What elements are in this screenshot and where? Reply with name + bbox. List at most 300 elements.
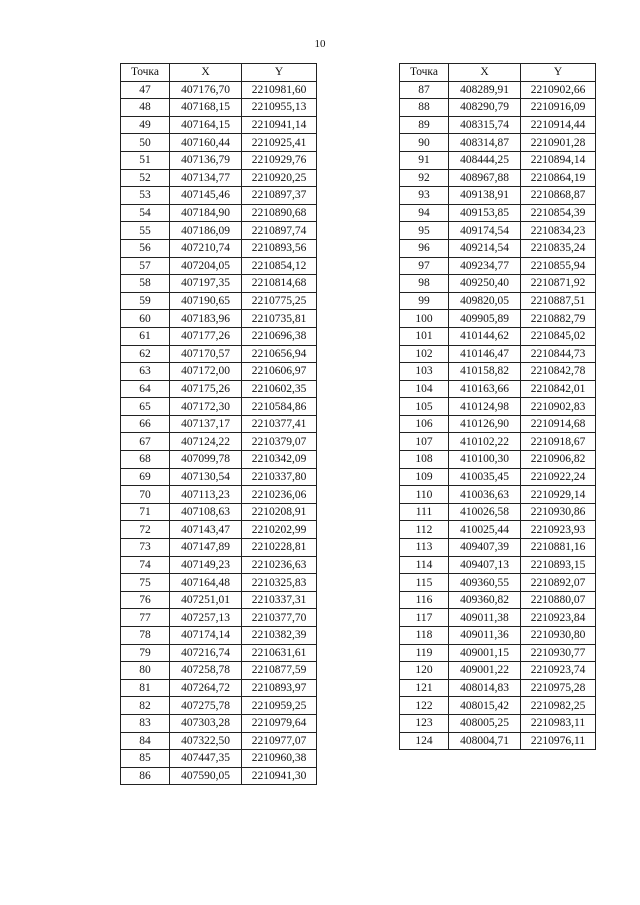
cell-point: 47 xyxy=(121,81,170,99)
cell-point: 104 xyxy=(400,380,449,398)
cell-x: 407258,78 xyxy=(170,662,242,680)
cell-y: 2210923,93 xyxy=(521,521,596,539)
table-row xyxy=(400,239,596,257)
cell-point: 117 xyxy=(400,609,449,627)
cell-y: 2210842,01 xyxy=(521,380,596,398)
cell-x: 410035,45 xyxy=(449,468,521,486)
table-row xyxy=(400,380,596,398)
cell-x: 407172,00 xyxy=(170,363,242,381)
table-row xyxy=(400,398,596,416)
table-row xyxy=(400,697,596,715)
cell-y: 2210916,09 xyxy=(521,99,596,117)
cell-y: 2210602,35 xyxy=(242,380,317,398)
cell-x: 409153,85 xyxy=(449,204,521,222)
table-row xyxy=(400,732,596,750)
cell-point: 56 xyxy=(121,239,170,257)
table-row xyxy=(400,503,596,521)
cell-x: 407216,74 xyxy=(170,644,242,662)
cell-y: 2210892,07 xyxy=(521,574,596,592)
table-row xyxy=(121,433,317,451)
cell-y: 2210342,09 xyxy=(242,451,317,469)
cell-y: 2210890,68 xyxy=(242,204,317,222)
table-row xyxy=(121,327,317,345)
cell-y: 2210845,02 xyxy=(521,327,596,345)
cell-y: 2210981,60 xyxy=(242,81,317,99)
cell-point: 99 xyxy=(400,292,449,310)
cell-point: 57 xyxy=(121,257,170,275)
cell-point: 64 xyxy=(121,380,170,398)
cell-x: 407130,54 xyxy=(170,468,242,486)
cell-y: 2210855,94 xyxy=(521,257,596,275)
table-row xyxy=(400,574,596,592)
cell-y: 2210983,11 xyxy=(521,714,596,732)
cell-point: 90 xyxy=(400,134,449,152)
cell-x: 409407,13 xyxy=(449,556,521,574)
cell-x: 407099,78 xyxy=(170,451,242,469)
cell-y: 2210236,63 xyxy=(242,556,317,574)
cell-point: 61 xyxy=(121,327,170,345)
cell-x: 407136,79 xyxy=(170,151,242,169)
cell-x: 407204,05 xyxy=(170,257,242,275)
table-row xyxy=(400,433,596,451)
cell-y: 2210925,41 xyxy=(242,134,317,152)
cell-point: 50 xyxy=(121,134,170,152)
cell-x: 407264,72 xyxy=(170,679,242,697)
cell-y: 2210854,12 xyxy=(242,257,317,275)
cell-y: 2210606,97 xyxy=(242,363,317,381)
table-row xyxy=(400,310,596,328)
cell-y: 2210631,61 xyxy=(242,644,317,662)
cell-y: 2210893,56 xyxy=(242,239,317,257)
cell-y: 2210929,76 xyxy=(242,151,317,169)
cell-x: 407145,46 xyxy=(170,187,242,205)
cell-x: 409214,54 xyxy=(449,239,521,257)
cell-x: 409001,22 xyxy=(449,662,521,680)
table-row xyxy=(121,415,317,433)
table-row xyxy=(400,627,596,645)
cell-x: 407172,30 xyxy=(170,398,242,416)
cell-x: 408015,42 xyxy=(449,697,521,715)
cell-point: 77 xyxy=(121,609,170,627)
cell-x: 407160,44 xyxy=(170,134,242,152)
table-row xyxy=(121,556,317,574)
header-y: Y xyxy=(242,64,317,82)
cell-x: 407257,13 xyxy=(170,609,242,627)
table-row xyxy=(121,257,317,275)
cell-x: 407137,17 xyxy=(170,415,242,433)
cell-x: 410026,58 xyxy=(449,503,521,521)
cell-point: 80 xyxy=(121,662,170,680)
table-row xyxy=(121,574,317,592)
cell-y: 2210894,14 xyxy=(521,151,596,169)
table-row xyxy=(400,81,596,99)
cell-x: 407251,01 xyxy=(170,591,242,609)
cell-point: 76 xyxy=(121,591,170,609)
header-y: Y xyxy=(521,64,596,82)
cell-y: 2210977,07 xyxy=(242,732,317,750)
table-row xyxy=(121,187,317,205)
table-row xyxy=(121,275,317,293)
table-row xyxy=(121,609,317,627)
cell-point: 52 xyxy=(121,169,170,187)
cell-point: 72 xyxy=(121,521,170,539)
cell-point: 97 xyxy=(400,257,449,275)
cell-x: 408004,71 xyxy=(449,732,521,750)
cell-y: 2210902,83 xyxy=(521,398,596,416)
cell-x: 407177,26 xyxy=(170,327,242,345)
cell-point: 108 xyxy=(400,451,449,469)
cell-x: 407164,48 xyxy=(170,574,242,592)
cell-point: 102 xyxy=(400,345,449,363)
cell-y: 2210881,16 xyxy=(521,539,596,557)
table-row xyxy=(121,134,317,152)
cell-point: 111 xyxy=(400,503,449,521)
cell-x: 407124,22 xyxy=(170,433,242,451)
cell-y: 2210914,68 xyxy=(521,415,596,433)
cell-point: 89 xyxy=(400,116,449,134)
cell-y: 2210864,19 xyxy=(521,169,596,187)
table-row xyxy=(121,116,317,134)
cell-x: 410126,90 xyxy=(449,415,521,433)
cell-y: 2210976,11 xyxy=(521,732,596,750)
table-row xyxy=(400,345,596,363)
table-row xyxy=(121,451,317,469)
cell-x: 409360,82 xyxy=(449,591,521,609)
cell-y: 2210835,24 xyxy=(521,239,596,257)
cell-x: 407164,15 xyxy=(170,116,242,134)
cell-x: 407197,35 xyxy=(170,275,242,293)
cell-point: 74 xyxy=(121,556,170,574)
cell-point: 91 xyxy=(400,151,449,169)
cell-point: 85 xyxy=(121,750,170,768)
cell-x: 407168,15 xyxy=(170,99,242,117)
table-row xyxy=(121,204,317,222)
cell-x: 409001,15 xyxy=(449,644,521,662)
cell-x: 410146,47 xyxy=(449,345,521,363)
cell-x: 409234,77 xyxy=(449,257,521,275)
cell-point: 68 xyxy=(121,451,170,469)
cell-point: 75 xyxy=(121,574,170,592)
cell-x: 410163,66 xyxy=(449,380,521,398)
table-row xyxy=(400,292,596,310)
cell-point: 103 xyxy=(400,363,449,381)
cell-x: 407322,50 xyxy=(170,732,242,750)
cell-point: 106 xyxy=(400,415,449,433)
cell-point: 48 xyxy=(121,99,170,117)
cell-point: 79 xyxy=(121,644,170,662)
cell-y: 2210202,99 xyxy=(242,521,317,539)
table-row xyxy=(400,591,596,609)
table-row xyxy=(400,151,596,169)
table-row xyxy=(121,750,317,768)
table-row xyxy=(400,204,596,222)
cell-point: 82 xyxy=(121,697,170,715)
table-row xyxy=(400,363,596,381)
cell-y: 2210979,64 xyxy=(242,714,317,732)
cell-x: 409360,55 xyxy=(449,574,521,592)
cell-point: 92 xyxy=(400,169,449,187)
cell-x: 409407,39 xyxy=(449,539,521,557)
cell-point: 55 xyxy=(121,222,170,240)
cell-point: 113 xyxy=(400,539,449,557)
cell-point: 107 xyxy=(400,433,449,451)
table-row xyxy=(400,99,596,117)
cell-y: 2210959,25 xyxy=(242,697,317,715)
cell-x: 407175,26 xyxy=(170,380,242,398)
cell-y: 2210377,70 xyxy=(242,609,317,627)
table-row xyxy=(121,662,317,680)
table-row xyxy=(121,363,317,381)
table-row xyxy=(121,292,317,310)
header-point: Точка xyxy=(121,64,170,82)
cell-y: 2210918,67 xyxy=(521,433,596,451)
cell-y: 2210814,68 xyxy=(242,275,317,293)
table-row xyxy=(121,398,317,416)
cell-point: 73 xyxy=(121,539,170,557)
cell-x: 407176,70 xyxy=(170,81,242,99)
cell-point: 87 xyxy=(400,81,449,99)
cell-point: 120 xyxy=(400,662,449,680)
coordinates-table-left xyxy=(120,63,317,785)
table-row xyxy=(121,310,317,328)
cell-y: 2210842,78 xyxy=(521,363,596,381)
cell-point: 123 xyxy=(400,714,449,732)
cell-point: 121 xyxy=(400,679,449,697)
cell-x: 407147,89 xyxy=(170,539,242,557)
cell-point: 96 xyxy=(400,239,449,257)
cell-point: 81 xyxy=(121,679,170,697)
table-row xyxy=(121,486,317,504)
cell-x: 407134,77 xyxy=(170,169,242,187)
cell-x: 409011,36 xyxy=(449,627,521,645)
cell-x: 410100,30 xyxy=(449,451,521,469)
cell-point: 101 xyxy=(400,327,449,345)
cell-y: 2210887,51 xyxy=(521,292,596,310)
cell-y: 2210382,39 xyxy=(242,627,317,645)
cell-point: 112 xyxy=(400,521,449,539)
cell-point: 59 xyxy=(121,292,170,310)
table-row xyxy=(121,521,317,539)
cell-y: 2210379,07 xyxy=(242,433,317,451)
cell-point: 115 xyxy=(400,574,449,592)
cell-y: 2210337,31 xyxy=(242,591,317,609)
cell-y: 2210735,81 xyxy=(242,310,317,328)
cell-y: 2210914,44 xyxy=(521,116,596,134)
cell-y: 2210955,13 xyxy=(242,99,317,117)
cell-x: 409138,91 xyxy=(449,187,521,205)
table-row xyxy=(121,151,317,169)
cell-x: 407149,23 xyxy=(170,556,242,574)
table-row xyxy=(400,644,596,662)
cell-y: 2210893,97 xyxy=(242,679,317,697)
table-row xyxy=(121,697,317,715)
cell-x: 409174,54 xyxy=(449,222,521,240)
cell-y: 2210920,25 xyxy=(242,169,317,187)
cell-y: 2210871,92 xyxy=(521,275,596,293)
table-row xyxy=(121,169,317,187)
cell-y: 2210923,84 xyxy=(521,609,596,627)
cell-y: 2210877,59 xyxy=(242,662,317,680)
cell-y: 2210868,87 xyxy=(521,187,596,205)
cell-x: 410025,44 xyxy=(449,521,521,539)
table-header-row xyxy=(121,64,317,82)
cell-y: 2210584,86 xyxy=(242,398,317,416)
table-row xyxy=(121,539,317,557)
table-row xyxy=(400,609,596,627)
cell-y: 2210930,77 xyxy=(521,644,596,662)
cell-y: 2210941,14 xyxy=(242,116,317,134)
page-number: 10 xyxy=(314,38,326,50)
cell-point: 109 xyxy=(400,468,449,486)
table-row xyxy=(400,134,596,152)
table-row xyxy=(400,714,596,732)
cell-x: 410144,62 xyxy=(449,327,521,345)
cell-y: 2210325,83 xyxy=(242,574,317,592)
table-header-row xyxy=(400,64,596,82)
cell-y: 2210656,94 xyxy=(242,345,317,363)
cell-y: 2210902,66 xyxy=(521,81,596,99)
cell-x: 410158,82 xyxy=(449,363,521,381)
cell-point: 63 xyxy=(121,363,170,381)
cell-x: 407170,57 xyxy=(170,345,242,363)
table-row xyxy=(400,521,596,539)
cell-x: 409011,38 xyxy=(449,609,521,627)
table-row xyxy=(400,539,596,557)
cell-point: 71 xyxy=(121,503,170,521)
table-row xyxy=(121,732,317,750)
cell-point: 124 xyxy=(400,732,449,750)
cell-x: 410124,98 xyxy=(449,398,521,416)
cell-x: 407190,65 xyxy=(170,292,242,310)
cell-x: 409250,40 xyxy=(449,275,521,293)
table-row xyxy=(121,503,317,521)
cell-point: 69 xyxy=(121,468,170,486)
table-row xyxy=(121,644,317,662)
cell-y: 2210929,14 xyxy=(521,486,596,504)
cell-point: 54 xyxy=(121,204,170,222)
cell-y: 2210897,37 xyxy=(242,187,317,205)
table-row xyxy=(121,345,317,363)
table-row xyxy=(121,380,317,398)
cell-point: 86 xyxy=(121,767,170,785)
table-row xyxy=(400,415,596,433)
cell-y: 2210236,06 xyxy=(242,486,317,504)
header-x: X xyxy=(170,64,242,82)
table-row xyxy=(121,627,317,645)
cell-x: 407184,90 xyxy=(170,204,242,222)
cell-x: 408290,79 xyxy=(449,99,521,117)
header-x: X xyxy=(449,64,521,82)
cell-point: 51 xyxy=(121,151,170,169)
cell-point: 95 xyxy=(400,222,449,240)
cell-y: 2210844,73 xyxy=(521,345,596,363)
cell-y: 2210901,28 xyxy=(521,134,596,152)
table-row xyxy=(400,257,596,275)
cell-x: 408314,87 xyxy=(449,134,521,152)
table-row xyxy=(400,468,596,486)
cell-y: 2210982,25 xyxy=(521,697,596,715)
cell-point: 100 xyxy=(400,310,449,328)
table-row xyxy=(121,767,317,785)
cell-y: 2210880,07 xyxy=(521,591,596,609)
table-row xyxy=(121,239,317,257)
table-row xyxy=(400,451,596,469)
table-row xyxy=(400,187,596,205)
cell-point: 110 xyxy=(400,486,449,504)
cell-y: 2210834,23 xyxy=(521,222,596,240)
table-row xyxy=(400,169,596,187)
cell-point: 88 xyxy=(400,99,449,117)
cell-x: 409820,05 xyxy=(449,292,521,310)
cell-point: 98 xyxy=(400,275,449,293)
table-row xyxy=(400,662,596,680)
cell-point: 67 xyxy=(121,433,170,451)
cell-y: 2210906,82 xyxy=(521,451,596,469)
cell-y: 2210941,30 xyxy=(242,767,317,785)
cell-y: 2210897,74 xyxy=(242,222,317,240)
cell-y: 2210228,81 xyxy=(242,539,317,557)
table-row xyxy=(121,468,317,486)
cell-x: 407183,96 xyxy=(170,310,242,328)
cell-point: 119 xyxy=(400,644,449,662)
cell-y: 2210923,74 xyxy=(521,662,596,680)
cell-x: 407210,74 xyxy=(170,239,242,257)
cell-x: 408444,25 xyxy=(449,151,521,169)
cell-point: 83 xyxy=(121,714,170,732)
cell-y: 2210960,38 xyxy=(242,750,317,768)
cell-point: 65 xyxy=(121,398,170,416)
cell-point: 58 xyxy=(121,275,170,293)
cell-y: 2210696,38 xyxy=(242,327,317,345)
table-row xyxy=(400,116,596,134)
cell-x: 408315,74 xyxy=(449,116,521,134)
cell-point: 78 xyxy=(121,627,170,645)
table-row xyxy=(121,714,317,732)
cell-point: 62 xyxy=(121,345,170,363)
cell-point: 116 xyxy=(400,591,449,609)
cell-y: 2210337,80 xyxy=(242,468,317,486)
table-row xyxy=(400,486,596,504)
table-row xyxy=(121,679,317,697)
table-row xyxy=(400,222,596,240)
table-row xyxy=(121,99,317,117)
cell-y: 2210975,28 xyxy=(521,679,596,697)
table-row xyxy=(121,81,317,99)
cell-x: 407186,09 xyxy=(170,222,242,240)
cell-y: 2210893,15 xyxy=(521,556,596,574)
cell-point: 122 xyxy=(400,697,449,715)
cell-x: 407303,28 xyxy=(170,714,242,732)
cell-point: 70 xyxy=(121,486,170,504)
cell-y: 2210775,25 xyxy=(242,292,317,310)
cell-point: 49 xyxy=(121,116,170,134)
cell-point: 114 xyxy=(400,556,449,574)
cell-point: 94 xyxy=(400,204,449,222)
cell-x: 407113,23 xyxy=(170,486,242,504)
cell-x: 407275,78 xyxy=(170,697,242,715)
cell-x: 410102,22 xyxy=(449,433,521,451)
table-row xyxy=(400,556,596,574)
table-row xyxy=(121,591,317,609)
cell-x: 408014,83 xyxy=(449,679,521,697)
cell-point: 93 xyxy=(400,187,449,205)
cell-x: 408289,91 xyxy=(449,81,521,99)
cell-y: 2210377,41 xyxy=(242,415,317,433)
cell-x: 407447,35 xyxy=(170,750,242,768)
cell-point: 53 xyxy=(121,187,170,205)
cell-point: 84 xyxy=(121,732,170,750)
table-row xyxy=(400,679,596,697)
